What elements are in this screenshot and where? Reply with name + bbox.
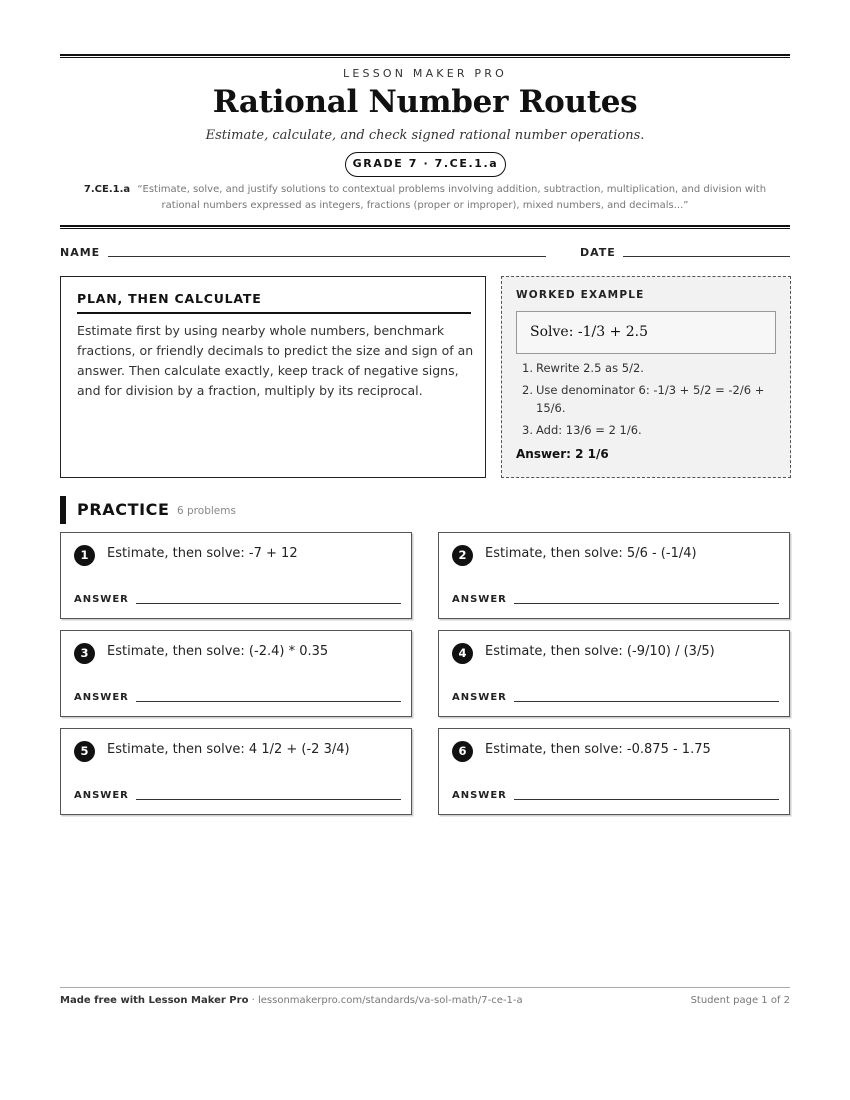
plan-panel [60,276,486,478]
answer-field[interactable] [136,603,401,604]
footer-separator: · [248,995,258,1006]
problem-number-badge: 6 [452,741,473,762]
footer-url-link[interactable]: lessonmakerpro.com/standards/va-sol-math/7-ce-1-a [257,995,523,1006]
problem-card-5 [60,728,412,815]
grade-badge: GRADE 7 · 7.CE.1.a [345,152,506,177]
name-label: NAME [60,246,101,259]
page-title: Rational Number Routes [212,84,638,120]
worked-example-heading: WORKED EXAMPLE [516,289,645,301]
plan-body-text: Estimate first by using nearby whole numbers, benchmark fractions, or friendly decimals to predict the size and sign of an answer. Then calculate exactly, keep track of negative signs, and for division by a fraction, multiply by its reciprocal. [77,323,474,398]
date-field[interactable] [623,256,790,257]
problem-card-4 [438,630,790,717]
worked-example-prompt: Solve: -1/3 + 2.5 [516,311,776,354]
step-number: 2. [522,383,533,397]
date-label: DATE [580,246,616,259]
problem-prompt: Estimate, then solve: 5/6 - (-1/4) [485,546,697,561]
page-subtitle: Estimate, calculate, and check signed rational number operations. [205,128,645,143]
plan-heading: PLAN, THEN CALCULATE [77,291,471,314]
problem-number-badge: 2 [452,545,473,566]
step-number: 3. [522,423,533,437]
footer-rule [60,987,790,988]
standard-text: “Estimate, solve, and justify solutions to contextual problems involving addition, subtraction, multiplication, and division with rational numbers expressed as integers, fractions (proper or improper), mixed numbers, and decimals...” [137,184,767,211]
problem-prompt: Estimate, then solve: 4 1/2 + (-2 3/4) [107,742,350,757]
header-top-rule [60,54,790,58]
standard-code: 7.CE.1.a [83,184,131,195]
problem-number-badge: 4 [452,643,473,664]
problem-prompt: Estimate, then solve: -7 + 12 [107,546,298,561]
answer-field[interactable] [514,603,779,604]
answer-label: ANSWER [452,692,507,703]
answer-field[interactable] [514,799,779,800]
problem-card-6 [438,728,790,815]
problem-number-badge: 3 [74,643,95,664]
problem-number-badge: 5 [74,741,95,762]
problem-card-3 [60,630,412,717]
step-text: Use denominator 6: -1/3 + 5/2 = -2/6 + 15/6. [536,383,765,415]
practice-accent-bar [60,496,66,524]
problem-card-1 [60,532,412,619]
answer-label: ANSWER [452,594,507,605]
worked-example-step [516,359,778,377]
header-bottom-rule [60,225,790,229]
answer-field[interactable] [514,701,779,702]
footer-page-label: Student page 1 of 2 [690,995,790,1006]
step-text: Rewrite 2.5 as 5/2. [536,361,644,375]
problem-number-badge: 1 [74,545,95,566]
step-number: 1. [522,361,533,375]
footer-made-with: Made free with Lesson Maker Pro [60,995,249,1006]
practice-count: 6 problems [177,505,236,517]
worked-example-panel [501,276,791,478]
brand-name: LESSON MAKER PRO [343,67,507,80]
problem-card-2 [438,532,790,619]
answer-label: ANSWER [74,692,129,703]
answer-label: ANSWER [74,790,129,801]
worked-example-step [516,381,778,417]
worked-example-step [516,421,778,439]
answer-field[interactable] [136,701,401,702]
worked-example-steps [516,359,778,443]
standard-description [64,182,786,214]
name-field[interactable] [108,256,546,257]
step-text: Add: 13/6 = 2 1/6. [536,423,642,437]
practice-heading: PRACTICE [77,500,170,519]
worked-example-answer: Answer: 2 1/6 [516,447,609,461]
answer-label: ANSWER [74,594,129,605]
answer-label: ANSWER [452,790,507,801]
footer-credit [60,995,523,1006]
problem-prompt: Estimate, then solve: -0.875 - 1.75 [485,742,711,757]
answer-field[interactable] [136,799,401,800]
problem-prompt: Estimate, then solve: (-2.4) * 0.35 [107,644,329,659]
problem-prompt: Estimate, then solve: (-9/10) / (3/5) [485,644,715,659]
